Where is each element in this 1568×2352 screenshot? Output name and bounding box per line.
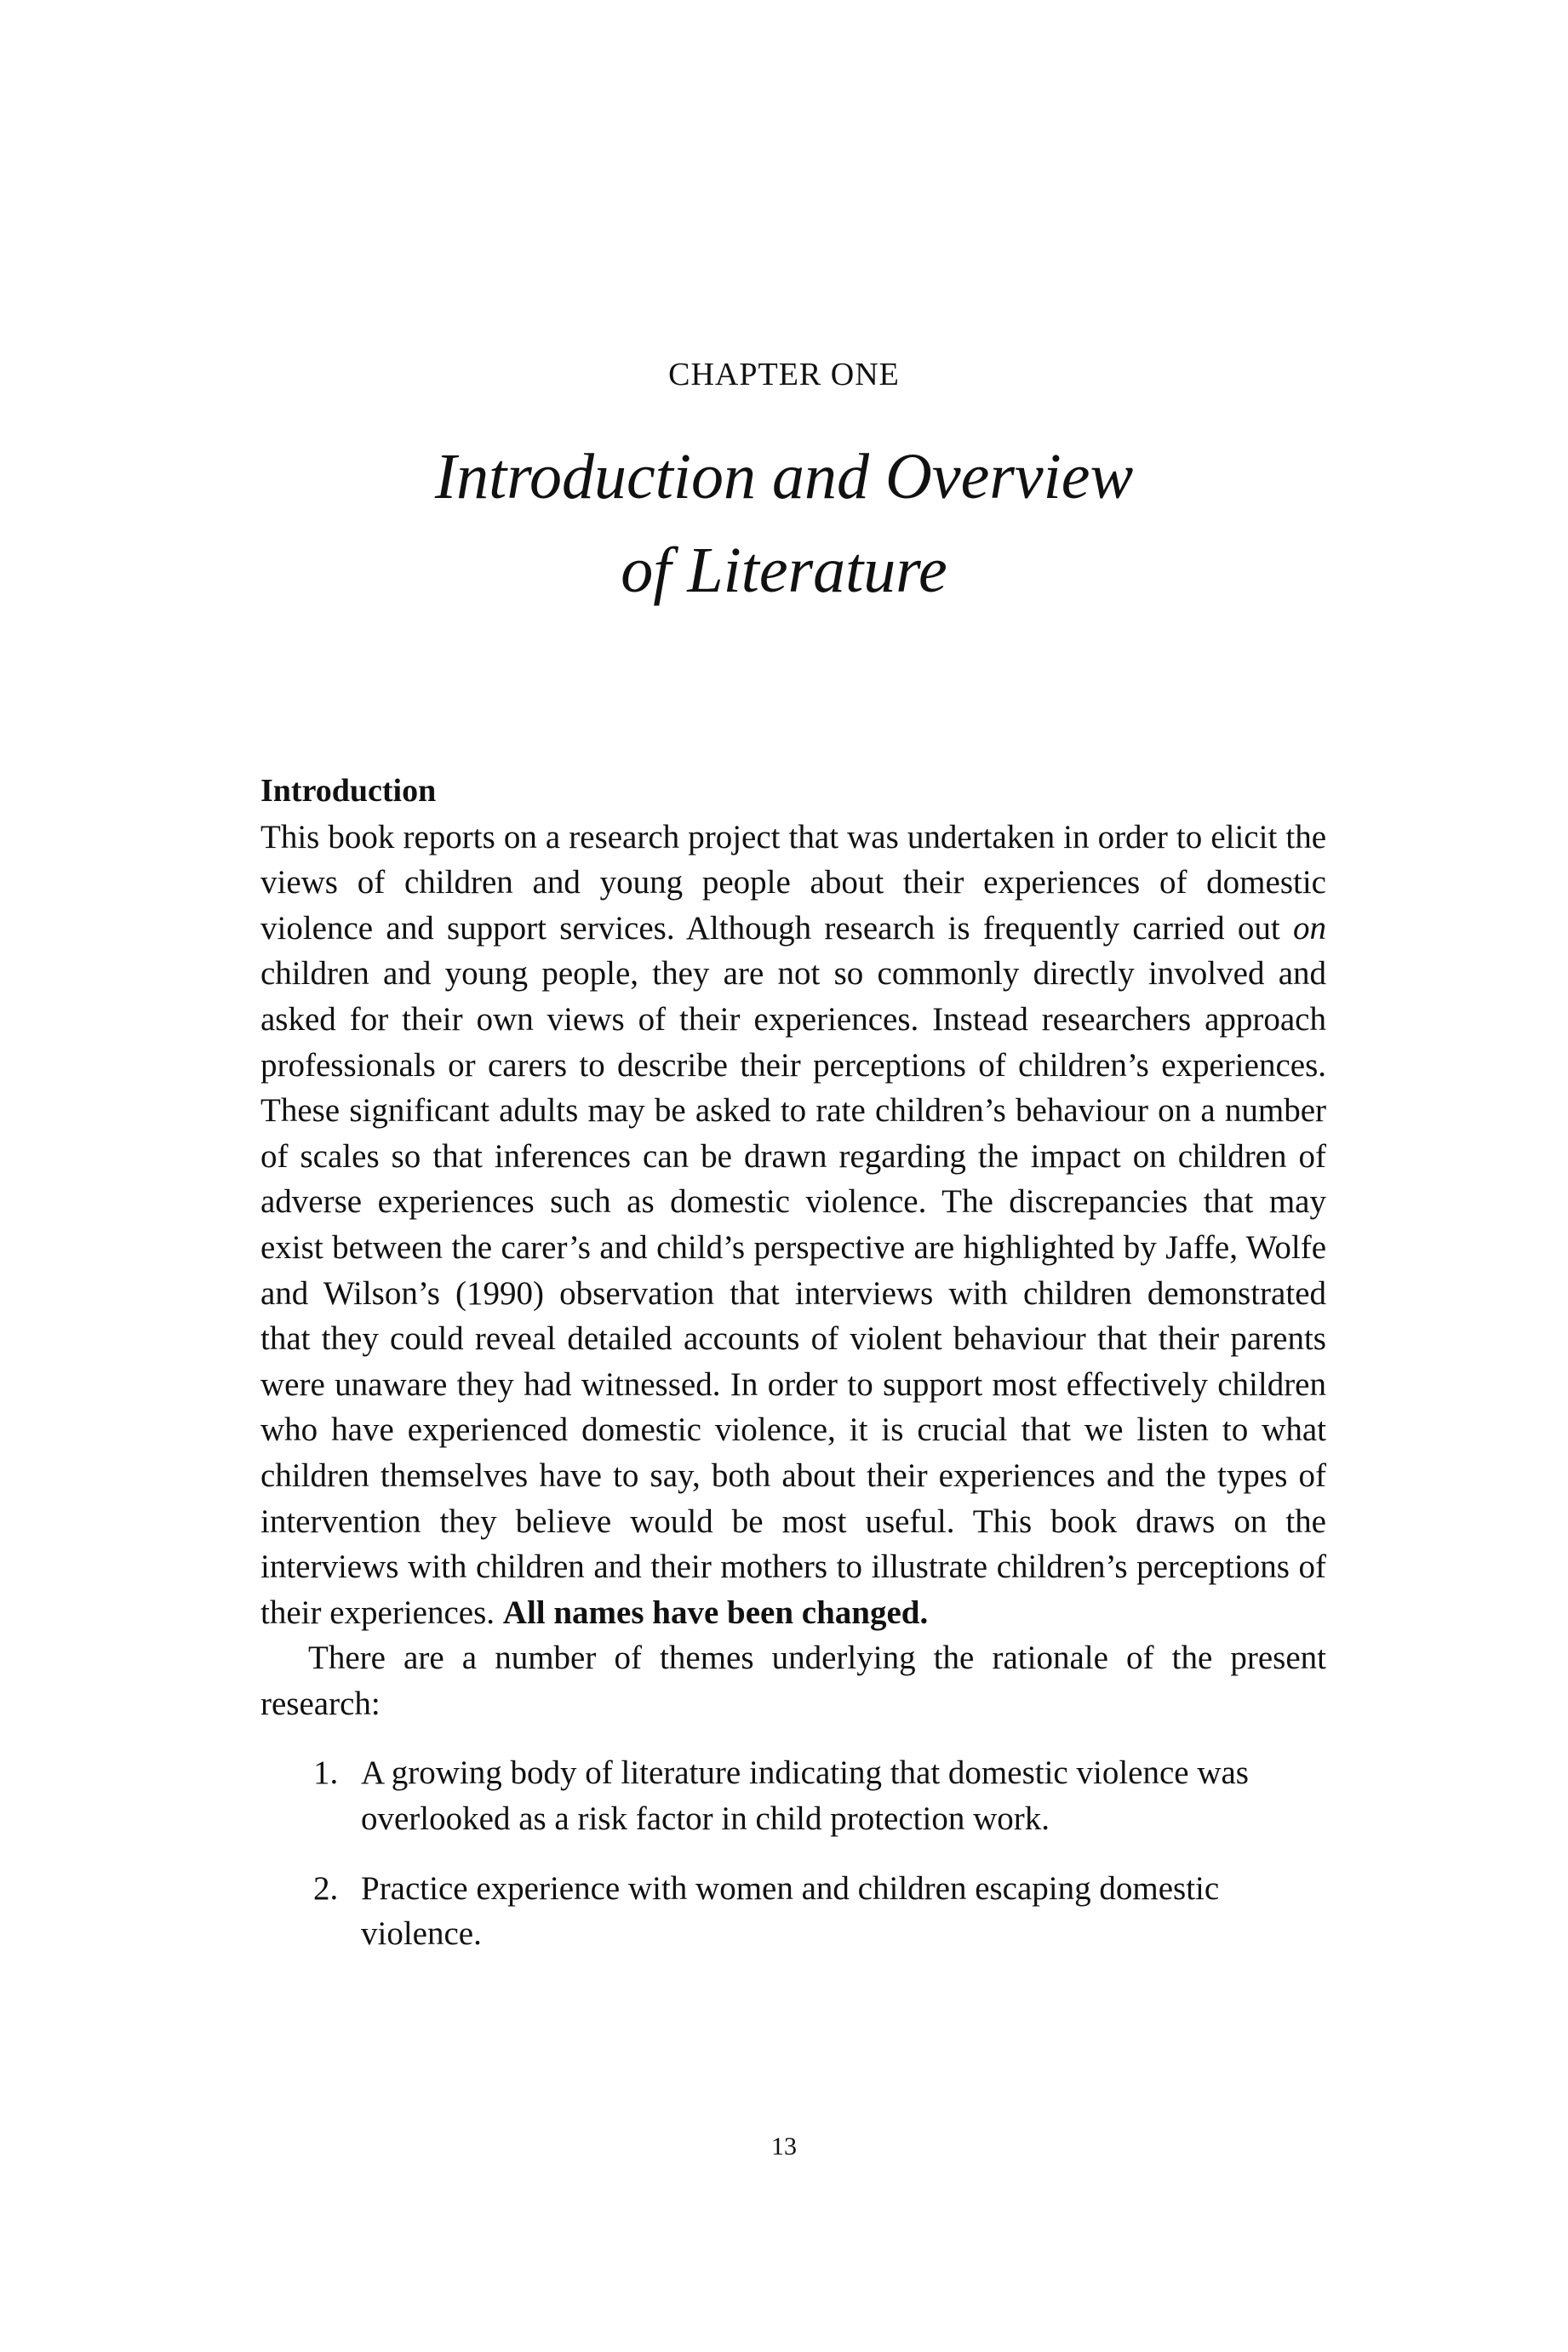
chapter-title-line-2: of Literature [621, 535, 947, 606]
chapter-label: CHAPTER ONE [668, 357, 900, 392]
names-changed-notice: All names have been changed. [502, 1594, 929, 1631]
body-text [260, 769, 1326, 1981]
intro-paragraph-text-a: This book reports on a research project that was undertaken in order to elicit the views of children and young people about their experiences of domestic violence and support services. Although research is frequently carried out [260, 818, 1326, 947]
list-item-text: Practice experience with women and children escaping domestic violence. [361, 1869, 1220, 1953]
intro-paragraph [260, 815, 1326, 1636]
list-item-text: A growing body of literature indicating that domestic violence was overlooked as a risk factor in child protection work. [361, 1754, 1249, 1838]
section-heading: Introduction [260, 773, 437, 809]
chapter-title [0, 430, 1568, 617]
intro-paragraph-emphasis: on [1293, 909, 1326, 947]
list-item [260, 1750, 1326, 1841]
chapter-title-line-1: Introduction and Overview [434, 441, 1134, 512]
themes-intro-paragraph: There are a number of themes underlying the rationale of the present research: [260, 1640, 1326, 1722]
list-item-number: 2. [313, 1869, 339, 1907]
themes-list [260, 1750, 1326, 1956]
list-item-number: 1. [313, 1754, 339, 1792]
page-number: 13 [771, 2132, 797, 2160]
list-item [260, 1866, 1326, 1957]
intro-paragraph-text-b: children and young people, they are not so commonly directly involved and asked for their own views of their experiences. Instead researchers approach professionals or carers to describe their perceptions of children’s experiences. These significant adults may be asked to rate children’s behaviour on a number of scales so that inferences can be drawn regarding the impact on children of adverse experiences such as domestic violence. The discrepancies that may exist between the carer’s and child’s perspective are highlighted by Jaffe, Wolfe and Wilson’s (1990) observation that interviews with children demonstrated that they could reveal detailed accounts of violent behaviour that their parents were unaware they had witnessed. In order to support most effectively children who have experienced domestic violence, it is crucial that we listen to what children themselves have to say, both about their experiences and the types of intervention they believe would be most useful. This book draws on the interviews with children and their mothers to illustrate children’s perceptions of their experiences. [260, 955, 1326, 1631]
